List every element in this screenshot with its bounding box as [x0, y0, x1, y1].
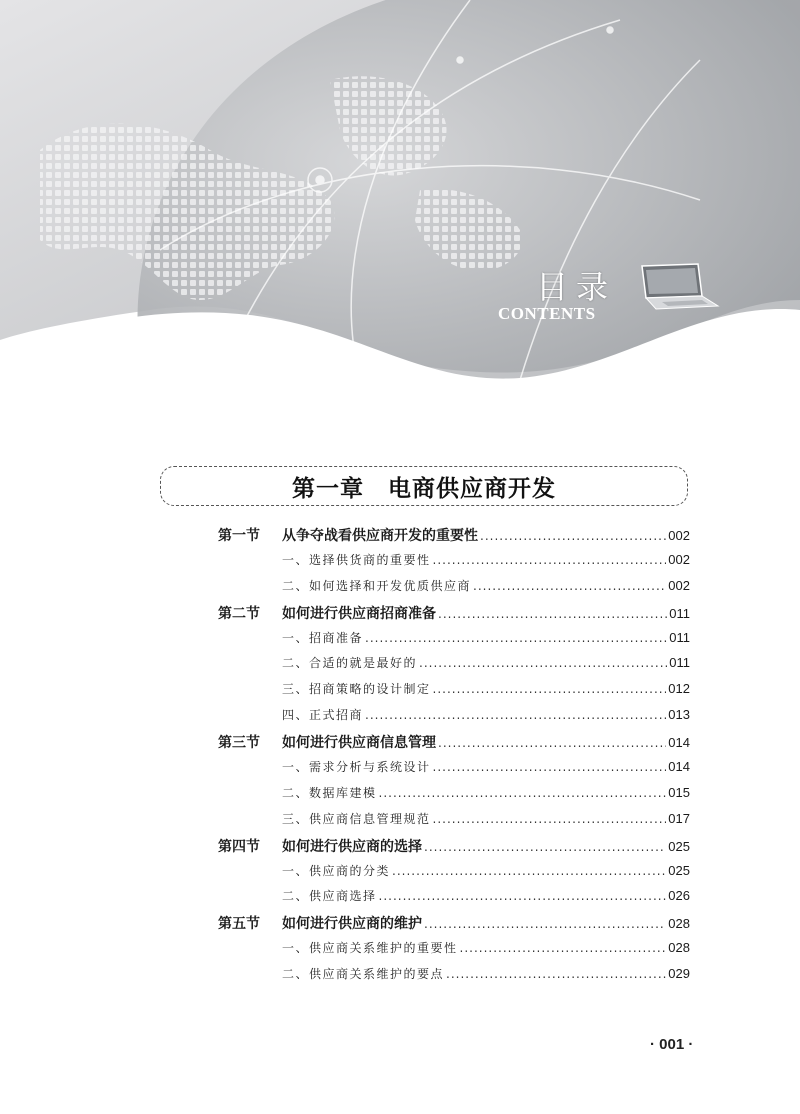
toc-page-number: 028 [668, 916, 690, 932]
toc-page-number: 012 [668, 681, 690, 697]
toc-item-row [218, 654, 690, 680]
laptop-icon [628, 262, 720, 312]
toc-item-title: 三、招商策略的设计制定 [282, 682, 431, 697]
toc-page-number: 026 [668, 888, 690, 904]
toc-section-row [218, 836, 690, 862]
toc-item-title: 二、如何选择和开发优质供应商 [282, 578, 472, 593]
toc-item-row [218, 965, 690, 991]
toc-item-title: 一、选择供货商的重要性 [282, 552, 431, 567]
toc-item-row [218, 887, 690, 913]
chapter-heading: 第一章 电商供应商开发 [160, 466, 688, 506]
dot-leader [473, 579, 666, 593]
toc-item-title: 一、供应商的分类 [282, 863, 391, 878]
dot-leader [365, 708, 666, 722]
toc-item-row [218, 758, 690, 784]
toc-section-number: 第四节 [218, 838, 260, 855]
dot-leader [379, 889, 667, 903]
toc-page-number: 002 [668, 551, 690, 567]
toc-page-number: 017 [668, 810, 690, 826]
toc-section-row [218, 603, 690, 629]
dot-leader [419, 656, 667, 670]
toc-section-title: 如何进行供应商信息管理 [282, 735, 436, 752]
toc-item-row [218, 629, 690, 655]
dot-leader [365, 631, 667, 645]
toc-section-row [218, 525, 690, 551]
toc-item-title: 二、供应商选择 [282, 889, 377, 904]
toc-section-title: 如何进行供应商的选择 [282, 838, 422, 855]
toc-page-number: 002 [668, 577, 690, 593]
toc-item-title: 二、合适的就是最好的 [282, 656, 418, 671]
toc-page-number: 011 [669, 629, 690, 645]
toc-section-number: 第三节 [218, 735, 260, 752]
dot-leader [433, 812, 667, 826]
dot-leader [433, 760, 667, 774]
toc-page-number: 014 [668, 759, 690, 775]
table-of-contents [218, 525, 690, 991]
toc-section-row [218, 913, 690, 939]
toc-item-row [218, 551, 690, 577]
toc-page-number: 025 [668, 862, 690, 878]
toc-section-row [218, 732, 690, 758]
toc-page-number: 013 [668, 707, 690, 723]
dot-leader [379, 786, 667, 800]
toc-section-number: 第一节 [218, 528, 260, 544]
contents-title-english: CONTENTS [498, 304, 596, 323]
toc-section-title: 从争夺战看供应商开发的重要性 [282, 528, 478, 544]
dot-leader [424, 917, 666, 931]
toc-section-title: 如何进行供应商的维护 [282, 916, 422, 933]
toc-item-row [218, 577, 690, 603]
toc-item-title: 四、正式招商 [282, 708, 364, 723]
header-banner [0, 0, 800, 400]
toc-section-title: 如何进行供应商招商准备 [282, 605, 436, 622]
toc-page-number: 014 [668, 735, 690, 751]
dot-leader [424, 840, 666, 854]
toc-page-number: 025 [668, 838, 690, 854]
dot-leader [480, 529, 666, 543]
contents-title-chinese: 目录 [536, 268, 617, 306]
toc-section-number: 第二节 [218, 605, 260, 622]
page-number: · 001 · [650, 1036, 694, 1053]
toc-item-row [218, 784, 690, 810]
dot-leader [438, 607, 667, 621]
toc-page-number: 029 [668, 966, 690, 982]
dot-leader [438, 736, 666, 750]
toc-item-row [218, 706, 690, 732]
toc-page-number: 002 [668, 528, 690, 543]
toc-page-number: 015 [668, 784, 690, 800]
dot-leader [392, 864, 666, 878]
dot-leader [446, 967, 666, 981]
dot-leader [433, 553, 667, 567]
toc-page-number: 011 [669, 655, 690, 671]
toc-item-title: 三、供应商信息管理规范 [282, 811, 431, 826]
toc-item-row [218, 862, 690, 888]
dot-leader [460, 941, 667, 955]
toc-item-title: 一、需求分析与系统设计 [282, 760, 431, 775]
toc-section-number: 第五节 [218, 916, 260, 933]
toc-item-title: 二、供应商关系维护的要点 [282, 967, 445, 982]
toc-item-row [218, 939, 690, 965]
toc-page-number: 028 [668, 940, 690, 956]
toc-item-title: 一、供应商关系维护的重要性 [282, 941, 458, 956]
dot-leader [433, 682, 667, 696]
toc-item-row [218, 680, 690, 706]
toc-item-title: 二、数据库建模 [282, 785, 377, 800]
toc-item-row [218, 810, 690, 836]
toc-page-number: 011 [669, 605, 690, 621]
toc-item-title: 一、招商准备 [282, 630, 364, 645]
